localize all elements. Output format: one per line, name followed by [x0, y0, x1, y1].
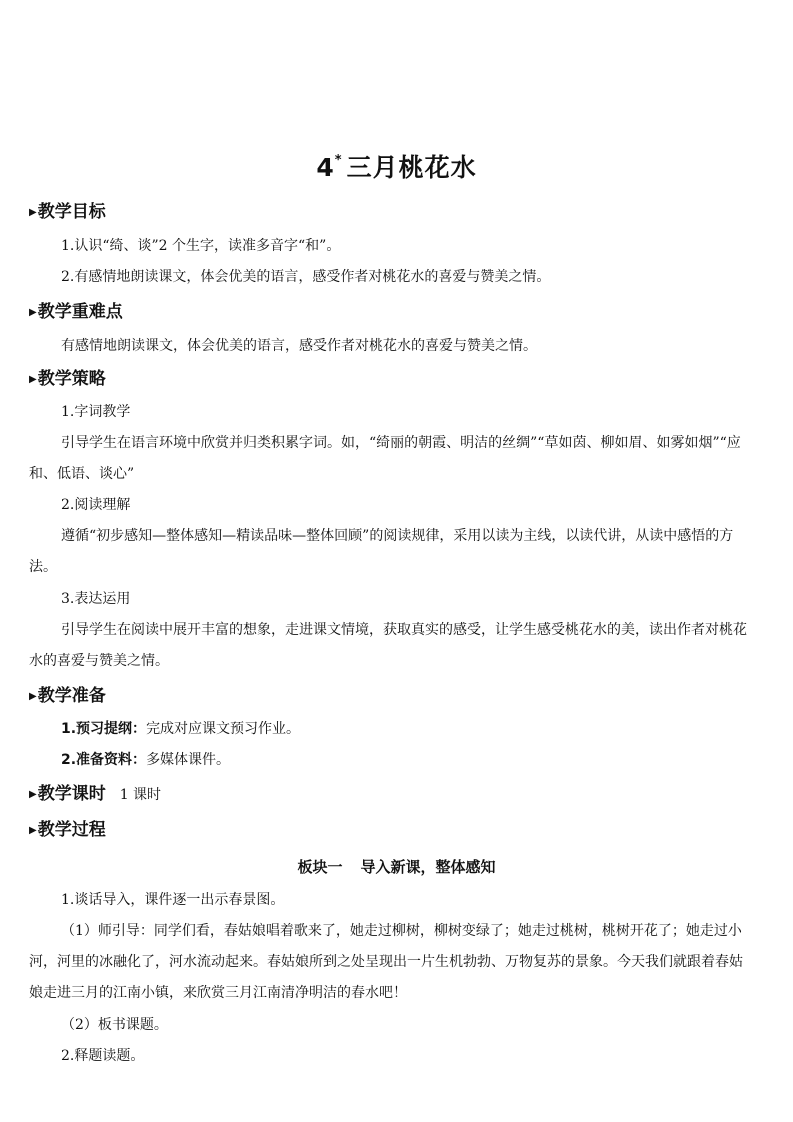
prep-value-1: 完成对应课文预习作业。 — [146, 721, 301, 737]
section-heading-text: 教学过程 — [37, 820, 106, 840]
process-step-2: 2.释题读题。 — [61, 1048, 145, 1064]
prep-value-2: 多媒体课件。 — [146, 752, 231, 768]
triangle-bullet-icon: ▶ — [29, 374, 37, 385]
process-step-1a: （1）师引导：同学们看，春姑娘唱着歌来了，她走过柳树，柳树变绿了；她走过桃树，桃树开花了；她走过小河，河里的冰融化了，河水流动起来。春姑娘所到之处呈现出一片生机勃勃、万物复苏的景象。今天我们就跟着春姑娘走进三月的江南小镇，来欣赏三月江南清净明洁的春水吧！ — [29, 923, 743, 1001]
lesson-title — [0, 144, 793, 185]
prep-label-1: 1.预习提纲： — [61, 721, 147, 737]
goal-1: 1.认识“绮、谈”2 个生字，读准多音字“和”。 — [61, 238, 341, 254]
strategy-paragraph-2: 遵循“初步感知—整体感知—精读品味—整体回顾”的阅读规律，采用以读为主线，以读代讲，从读中感悟的方法。 — [29, 528, 734, 575]
lesson-number: 4 — [316, 153, 335, 182]
process-step-1b: （2）板书课题。 — [61, 1017, 168, 1033]
section-heading-goals — [29, 200, 106, 225]
section-heading-preparation — [29, 684, 106, 709]
class-hours-value: 1 课时 — [119, 787, 162, 803]
block-heading — [0, 855, 793, 879]
strategy-heading-1: 1.字词教学 — [61, 404, 131, 420]
triangle-bullet-icon: ▶ — [29, 789, 37, 800]
section-heading-key-points — [29, 300, 123, 325]
strategy-heading-3: 3.表达运用 — [61, 591, 131, 607]
process-step-1: 1.谈话导入，课件逐一出示春景图。 — [61, 892, 285, 908]
optional-lesson-star: * — [334, 153, 343, 168]
section-heading-text: 教学重难点 — [37, 302, 123, 322]
section-heading-process — [29, 818, 106, 843]
triangle-bullet-icon: ▶ — [29, 307, 37, 318]
triangle-bullet-icon: ▶ — [29, 825, 37, 836]
section-heading-text: 教学准备 — [37, 686, 106, 706]
section-heading-text: 教学目标 — [37, 202, 106, 222]
section-heading-text: 教学策略 — [37, 369, 106, 389]
block-title: 导入新课，整体感知 — [360, 858, 496, 876]
section-heading-class-hours — [29, 782, 161, 807]
strategy-paragraph-1: 引导学生在语言环境中欣赏并归类积累字词。如，“绮丽的朝霞、明洁的丝绸”“草如茵、柳如眉、如雾如烟”“应和、低语、谈心” — [29, 435, 741, 482]
block-number: 板块一 — [297, 858, 343, 876]
goal-2: 2.有感情地朗读课文，体会优美的语言，感受作者对桃花水的喜爱与赞美之情。 — [61, 269, 551, 285]
key-points-text: 有感情地朗读课文，体会优美的语言，感受作者对桃花水的喜爱与赞美之情。 — [61, 338, 537, 354]
triangle-bullet-icon: ▶ — [29, 207, 37, 218]
section-heading-text: 教学课时 — [37, 784, 106, 804]
strategy-heading-2: 2.阅读理解 — [61, 497, 131, 513]
prep-item-2 — [29, 745, 753, 776]
prep-item-1 — [29, 714, 753, 745]
triangle-bullet-icon: ▶ — [29, 691, 37, 702]
section-heading-strategy — [29, 367, 106, 392]
prep-label-2: 2.准备资料： — [61, 752, 147, 768]
strategy-paragraph-3: 引导学生在阅读中展开丰富的想象，走进课文情境，获取真实的感受，让学生感受桃花水的美，读出作者对桃花水的喜爱与赞美之情。 — [29, 622, 747, 669]
lesson-title-text: 三月桃花水 — [346, 153, 477, 182]
